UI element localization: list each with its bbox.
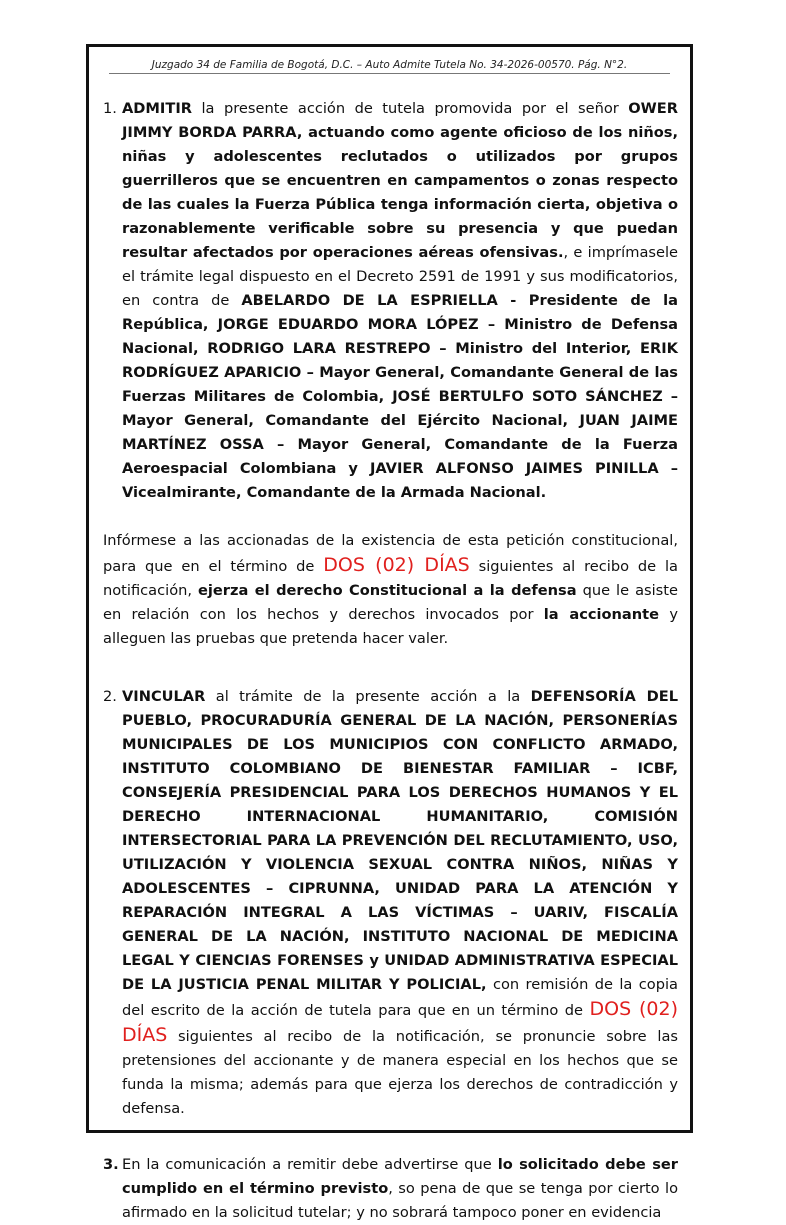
header-divider	[109, 73, 670, 74]
text-segment: En la comunicación a remitir debe advertirse que	[122, 1156, 498, 1173]
page-frame	[86, 44, 693, 1221]
vincular-keyword: VINCULAR	[122, 688, 206, 705]
paragraph-comunicacion	[122, 1153, 678, 1225]
item-number: 1.	[103, 100, 117, 117]
list-item-2	[103, 685, 678, 1121]
text-segment: la presente acción de tutela promovida por el señor	[191, 100, 629, 117]
document-body	[103, 97, 678, 1225]
text-segment: Infórmese a las accionadas de la existencia de esta petición constitucional, para que en el término de	[103, 532, 678, 575]
paragraph-informese	[103, 529, 678, 651]
deadline-highlight: DOS (02) DÍAS	[122, 998, 678, 1046]
item-number: 2.	[103, 688, 117, 705]
petitioner-and-beneficiaries: OWER JIMMY BORDA PARRA, actuando como agente oficioso de los niños, niñas y adolescentes reclutados o utilizados por grupos guerrilleros que se encuentren en campamentos o zonas respecto de las cuales la Fuerza Pública tenga información cierta, objetiva o razonablemente verificable sobre su presencia y que puedan resultar afectados por operaciones aéreas ofensivas.	[122, 100, 678, 261]
text-segment: con remisión de la copia del escrito de la acción de tutela para que en un término de	[122, 976, 678, 1019]
list-item-3	[103, 1153, 678, 1225]
accionante-phrase: la accionante	[543, 606, 660, 623]
defense-right-phrase: ejerza el derecho Constitucional a la defensa	[198, 582, 577, 599]
linked-entities-list: DEFENSORÍA DEL PUEBLO, PROCURADURÍA GENERAL DE LA NACIÓN, PERSONERÍAS MUNICIPALES DE LOS MUNICIPIOS CON CONFLICTO ARMADO, INSTITUTO COLOMBIANO DE BIENESTAR FAMILIAR – ICBF, CONSEJERÍA PRESIDENCIAL PARA LOS DERECHOS HUMANOS Y EL DERECHO INTERNACIONAL HUMANITARIO, COMISIÓN INTERSECTORIAL PARA LA PREVENCIÓN DEL RECLUTAMIENTO, USO, UTILIZACIÓN Y VIOLENCIA SEXUAL CONTRA NIÑOS, NIÑAS Y ADOLESCENTES – CIPRUNNA, UNIDAD PARA LA ATENCIÓN Y REPARACIÓN INTEGRAL A LAS VÍCTIMAS – UARIV, FISCALÍA GENERAL DE LA NACIÓN, INSTITUTO NACIONAL DE MEDICINA LEGAL Y CIENCIAS FORENSES y UNIDAD ADMINISTRATIVA ESPECIAL DE LA JUSTICIA PENAL MILITAR Y POLICIAL,	[122, 688, 678, 993]
respondents-list: ABELARDO DE LA ESPRIELLA - Presidente de la República, JORGE EDUARDO MORA LÓPEZ – Ministro de Defensa Nacional, RODRIGO LARA RESTREPO – Ministro del Interior, ERIK RODRÍGUEZ APARICIO – Mayor General, Comandante General de las Fuerzas Militares de Colombia, JOSÉ BERTULFO SOTO SÁNCHEZ – Mayor General, Comandante del Ejército Nacional, JUAN JAIME MARTÍNEZ OSSA – Mayor General, Comandante de la Fuerza Aeroespacial Colombiana y JAVIER ALFONSO JAIMES PINILLA – Vicealmirante, Comandante de la Armada Nacional.	[122, 292, 678, 501]
page-header: Juzgado 34 de Familia de Bogotá, D.C. – Auto Admite Tutela No. 34-2026-00570. Pág. N°2.	[151, 59, 628, 71]
item-number: 3.	[103, 1156, 119, 1173]
paragraph-vincular	[122, 685, 678, 1121]
deadline-highlight: DOS (02) DÍAS	[323, 554, 470, 576]
text-segment: siguientes al recibo de la notificación, se pronuncie sobre las pretensiones del accionante y de manera especial en los hechos que se funda la misma; además para que ejerza los derechos de contradicción y defensa.	[122, 1028, 678, 1117]
text-segment: y alleguen las pruebas que pretenda hacer valer.	[103, 606, 678, 647]
text-segment: que le asiste en relación con los hechos y derechos invocados por	[103, 582, 678, 623]
deadline-warning-phrase: lo solicitado debe ser cumplido en el término previsto	[122, 1156, 678, 1197]
paragraph-admitir	[122, 97, 678, 505]
text-segment: , so pena de que se tenga por cierto lo afirmado en la solicitud tutelar; y no sobrará tampoco poner en evidencia	[122, 1180, 678, 1221]
admitir-keyword: ADMITIR	[122, 100, 192, 117]
list-item-1	[103, 97, 678, 505]
text-segment: al trámite de la presente acción a la	[205, 688, 531, 705]
text-segment: siguientes al recibo de la notificación,	[103, 558, 678, 599]
text-segment: , e imprímasele el trámite legal dispuesto en el Decreto 2591 de 1991 y sus modificatorios, en contra de	[122, 244, 678, 309]
